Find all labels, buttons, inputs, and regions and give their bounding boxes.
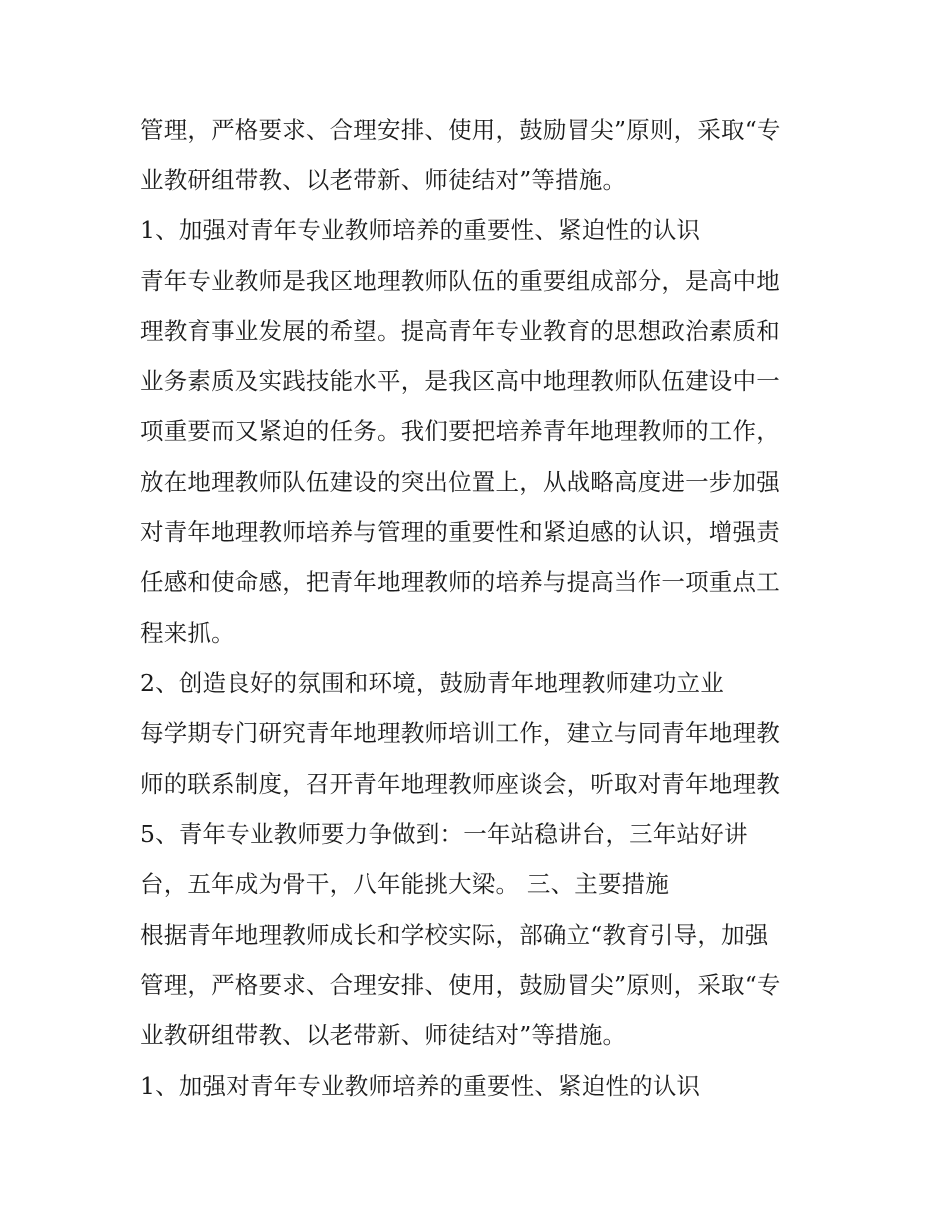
text-line: 任感和使命感，把青年地理教师的培养与提高当作一项重点工 — [140, 568, 780, 596]
text-line: 业务素质及实践技能水平，是我区高中地理教师队伍建设中一 — [140, 367, 780, 395]
text-line: 业教研组带教、以老带新、师徒结对”等措施。 — [140, 1021, 627, 1049]
text-line: 管理，严格要求、合理安排、使用，鼓励冒尖”原则，采取“专 — [140, 971, 781, 999]
text-line: 项重要而又紧迫的任务。我们要把培养青年地理教师的工作， — [140, 417, 780, 445]
section-heading: 1、加强对青年专业教师培养的重要性、紧迫性的认识 — [140, 216, 701, 244]
text-line: 5、青年专业教师要力争做到：一年站稳讲台，三年站好讲 — [140, 820, 748, 848]
text-line: 青年专业教师是我区地理教师队伍的重要组成部分，是高中地 — [140, 267, 780, 295]
section-heading: 2、创造良好的氛围和环境，鼓励青年地理教师建功立业 — [140, 669, 724, 697]
text-line: 台，五年成为骨干，八年能挑大梁。 三、主要措施 — [140, 870, 670, 898]
text-line: 管理，严格要求、合理安排、使用，鼓励冒尖”原则，采取“专 — [140, 116, 781, 144]
section-heading: 1、加强对青年专业教师培养的重要性、紧迫性的认识 — [140, 1072, 701, 1100]
text-line: 程来抓。 — [140, 619, 235, 647]
text-line: 理教育事业发展的希望。提高青年专业教育的思想政治素质和 — [140, 317, 780, 345]
text-line: 对青年地理教师培养与管理的重要性和紧迫感的认识，增强责 — [140, 518, 780, 546]
text-line: 根据青年地理教师成长和学校实际，部确立“教育引导，加强 — [140, 921, 769, 949]
text-line: 师的联系制度，召开青年地理教师座谈会，听取对青年地理教 — [140, 770, 780, 798]
text-line: 业教研组带教、以老带新、师徒结对”等措施。 — [140, 166, 627, 194]
text-line: 每学期专门研究青年地理教师培训工作，建立与同青年地理教 — [140, 719, 780, 747]
text-line: 放在地理教师队伍建设的突出位置上，从战略高度进一步加强 — [140, 468, 780, 496]
